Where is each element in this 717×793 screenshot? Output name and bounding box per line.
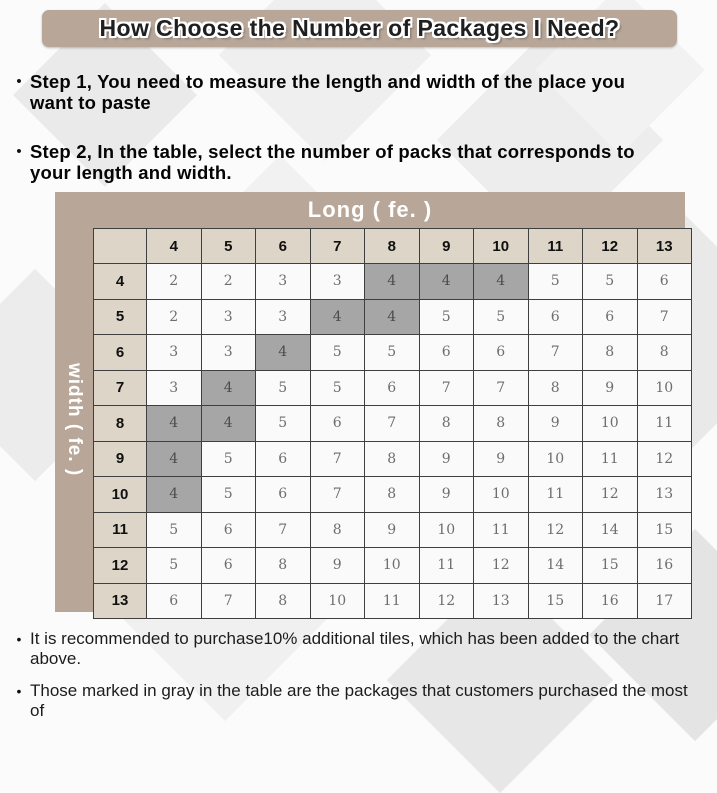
data-cell-w10-l8: 8 [365, 477, 420, 513]
data-cell-w10-l12: 12 [583, 477, 638, 513]
data-cell-w13-l5: 7 [201, 583, 256, 619]
data-cell-w4-l9: 4 [419, 264, 474, 300]
data-cell-w12-l5: 6 [201, 548, 256, 584]
row-header-10: 10 [94, 477, 147, 513]
data-cell-w10-l13: 13 [637, 477, 692, 513]
data-cell-w12-l4: 5 [147, 548, 202, 584]
data-cell-w4-l12: 5 [583, 264, 638, 300]
data-cell-w13-l6: 8 [256, 583, 311, 619]
table-row [94, 583, 692, 619]
data-cell-w10-l4: 4 [147, 477, 202, 513]
data-cell-w9-l6: 6 [256, 441, 311, 477]
data-cell-w9-l13: 12 [637, 441, 692, 477]
data-cell-w13-l13: 17 [637, 583, 692, 619]
data-cell-w4-l5: 2 [201, 264, 256, 300]
column-header-4: 4 [147, 229, 202, 264]
step-2-text: Step 2, In the table, select the number of packs that corresponds to your length and width. [30, 141, 635, 184]
table-row [94, 548, 692, 584]
note-1-text: It is recommended to purchase10% additional tiles, which has been added to the chart above. [30, 629, 680, 669]
data-cell-w9-l11: 10 [528, 441, 583, 477]
data-cell-w12-l7: 9 [310, 548, 365, 584]
note-1-item [8, 629, 706, 670]
data-cell-w5-l8: 4 [365, 299, 420, 335]
data-cell-w5-l4: 2 [147, 299, 202, 335]
note-2-bullet: • [16, 683, 22, 699]
table-row [94, 335, 692, 371]
table-body [94, 264, 692, 619]
data-cell-w11-l6: 7 [256, 512, 311, 548]
data-cell-w6-l11: 7 [528, 335, 583, 371]
row-header-8: 8 [94, 406, 147, 442]
data-cell-w11-l13: 15 [637, 512, 692, 548]
step-1-text: Step 1, You need to measure the length and width of the place you want to paste [30, 71, 626, 114]
data-cell-w9-l10: 9 [474, 441, 529, 477]
row-header-9: 9 [94, 441, 147, 477]
column-header-7: 7 [310, 229, 365, 264]
title-bar [42, 10, 677, 47]
data-cell-w7-l11: 8 [528, 370, 583, 406]
step-1-bullet: • [16, 73, 22, 90]
data-cell-w8-l8: 7 [365, 406, 420, 442]
data-cell-w10-l5: 5 [201, 477, 256, 513]
data-cell-w8-l7: 6 [310, 406, 365, 442]
data-cell-w8-l9: 8 [419, 406, 474, 442]
data-cell-w6-l9: 6 [419, 335, 474, 371]
data-cell-w7-l7: 5 [310, 370, 365, 406]
data-cell-w7-l5: 4 [201, 370, 256, 406]
column-header-8: 8 [365, 229, 420, 264]
data-cell-w4-l8: 4 [365, 264, 420, 300]
note-1-bullet: • [16, 631, 22, 647]
data-cell-w5-l6: 3 [256, 299, 311, 335]
data-cell-w6-l13: 8 [637, 335, 692, 371]
row-header-7: 7 [94, 370, 147, 406]
data-cell-w6-l7: 5 [310, 335, 365, 371]
table-row [94, 512, 692, 548]
data-cell-w5-l11: 6 [528, 299, 583, 335]
step-2-bullet: • [16, 143, 22, 160]
table-row [94, 477, 692, 513]
data-cell-w12-l10: 12 [474, 548, 529, 584]
data-cell-w11-l9: 10 [419, 512, 474, 548]
table-row [94, 406, 692, 442]
data-cell-w7-l8: 6 [365, 370, 420, 406]
column-header-10: 10 [474, 229, 529, 264]
data-cell-w12-l12: 15 [583, 548, 638, 584]
data-cell-w8-l12: 10 [583, 406, 638, 442]
row-header-13: 13 [94, 583, 147, 619]
data-cell-w11-l8: 9 [365, 512, 420, 548]
column-header-6: 6 [256, 229, 311, 264]
data-cell-w9-l5: 5 [201, 441, 256, 477]
data-cell-w10-l9: 9 [419, 477, 474, 513]
data-cell-w10-l7: 7 [310, 477, 365, 513]
column-header-11: 11 [528, 229, 583, 264]
column-header-9: 9 [419, 229, 474, 264]
data-cell-w5-l5: 3 [201, 299, 256, 335]
data-cell-w6-l12: 8 [583, 335, 638, 371]
data-cell-w8-l10: 8 [474, 406, 529, 442]
data-cell-w7-l6: 5 [256, 370, 311, 406]
data-cell-w5-l12: 6 [583, 299, 638, 335]
data-cell-w7-l13: 10 [637, 370, 692, 406]
data-cell-w9-l7: 7 [310, 441, 365, 477]
data-cell-w12-l9: 11 [419, 548, 474, 584]
data-cell-w6-l4: 3 [147, 335, 202, 371]
data-cell-w4-l7: 3 [310, 264, 365, 300]
data-cell-w5-l10: 5 [474, 299, 529, 335]
data-cell-w13-l9: 12 [419, 583, 474, 619]
data-cell-w13-l7: 10 [310, 583, 365, 619]
data-cell-w11-l11: 12 [528, 512, 583, 548]
row-header-12: 12 [94, 548, 147, 584]
table-row [94, 441, 692, 477]
data-cell-w13-l12: 16 [583, 583, 638, 619]
data-cell-w4-l10: 4 [474, 264, 529, 300]
data-cell-w8-l11: 9 [528, 406, 583, 442]
data-cell-w7-l12: 9 [583, 370, 638, 406]
data-cell-w12-l11: 14 [528, 548, 583, 584]
column-header-12: 12 [583, 229, 638, 264]
data-cell-w13-l10: 13 [474, 583, 529, 619]
data-cell-w11-l7: 8 [310, 512, 365, 548]
row-header-11: 11 [94, 512, 147, 548]
table-header [94, 229, 692, 264]
data-cell-w9-l12: 11 [583, 441, 638, 477]
column-header-13: 13 [637, 229, 692, 264]
note-2-item [8, 681, 706, 722]
data-cell-w5-l9: 5 [419, 299, 474, 335]
data-cell-w13-l4: 6 [147, 583, 202, 619]
data-cell-w6-l6: 4 [256, 335, 311, 371]
column-header-5: 5 [201, 229, 256, 264]
data-cell-w10-l10: 10 [474, 477, 529, 513]
data-cell-w11-l5: 6 [201, 512, 256, 548]
row-header-5: 5 [94, 299, 147, 335]
data-cell-w10-l6: 6 [256, 477, 311, 513]
long-axis-band [55, 192, 685, 228]
data-cell-w7-l9: 7 [419, 370, 474, 406]
data-cell-w9-l4: 4 [147, 441, 202, 477]
data-cell-w11-l4: 5 [147, 512, 202, 548]
data-cell-w7-l4: 3 [147, 370, 202, 406]
width-axis-band [55, 228, 93, 612]
data-cell-w12-l6: 8 [256, 548, 311, 584]
data-cell-w8-l13: 11 [637, 406, 692, 442]
data-cell-w4-l6: 3 [256, 264, 311, 300]
row-header-6: 6 [94, 335, 147, 371]
long-axis-label: Long ( fe. ) [307, 197, 433, 222]
note-2-text: Those marked in gray in the table are the packages that customers purchased the most of [30, 681, 688, 721]
data-cell-w13-l8: 11 [365, 583, 420, 619]
table-row [94, 299, 692, 335]
data-cell-w9-l9: 9 [419, 441, 474, 477]
page-title: How Choose the Number of Packages I Need? [99, 15, 620, 41]
data-cell-w8-l5: 4 [201, 406, 256, 442]
data-cell-w4-l11: 5 [528, 264, 583, 300]
data-cell-w10-l11: 11 [528, 477, 583, 513]
table-row [94, 370, 692, 406]
data-cell-w9-l8: 8 [365, 441, 420, 477]
data-cell-w8-l4: 4 [147, 406, 202, 442]
data-cell-w6-l5: 3 [201, 335, 256, 371]
data-cell-w5-l13: 7 [637, 299, 692, 335]
data-cell-w4-l13: 6 [637, 264, 692, 300]
step-2-item [8, 141, 652, 183]
packages-lookup-table [93, 228, 692, 619]
data-cell-w11-l12: 14 [583, 512, 638, 548]
data-cell-w4-l4: 2 [147, 264, 202, 300]
table-row [94, 264, 692, 300]
data-cell-w6-l8: 5 [365, 335, 420, 371]
data-cell-w13-l11: 15 [528, 583, 583, 619]
data-cell-w11-l10: 11 [474, 512, 529, 548]
data-cell-w5-l7: 4 [310, 299, 365, 335]
data-cell-w7-l10: 7 [474, 370, 529, 406]
data-cell-w12-l8: 10 [365, 548, 420, 584]
data-cell-w6-l10: 6 [474, 335, 529, 371]
data-cell-w8-l6: 5 [256, 406, 311, 442]
row-header-4: 4 [94, 264, 147, 300]
width-axis-label: width ( fe. ) [64, 363, 85, 477]
corner-cell [94, 229, 147, 264]
step-1-item [8, 71, 652, 113]
data-cell-w12-l13: 16 [637, 548, 692, 584]
